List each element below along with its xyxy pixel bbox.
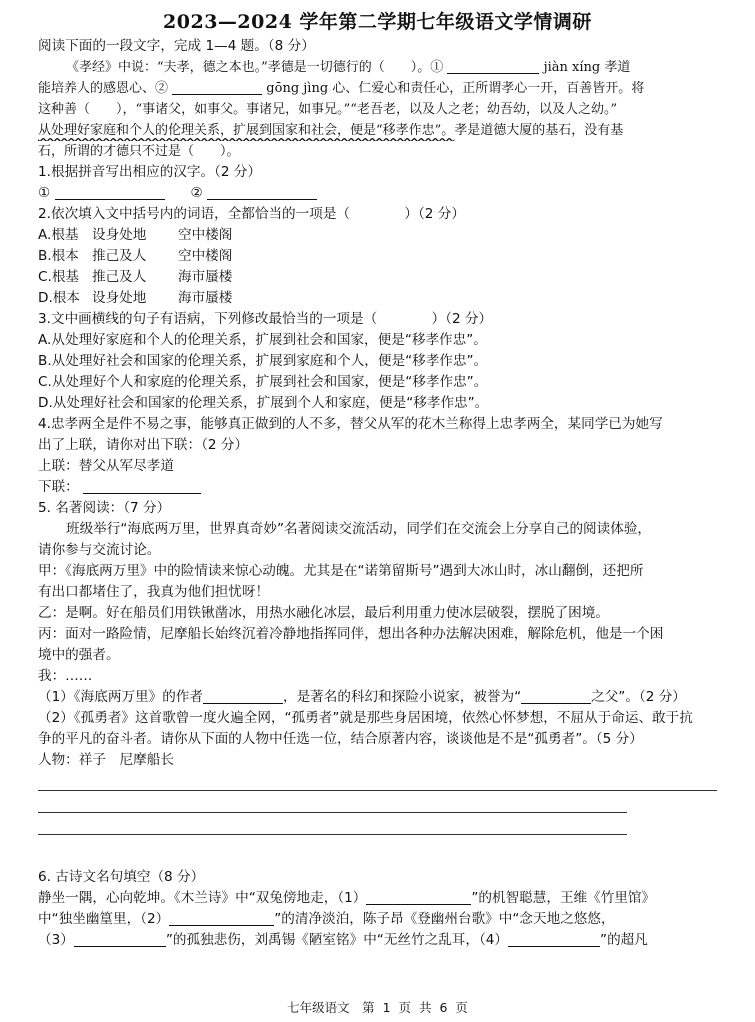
q2-option-c[interactable]: C.根基 推己及人 海市蜃楼 <box>38 269 233 285</box>
q4-prompt-line-1: 4.忠孝两全是件不易之事，能够真正做到的人不多，替父从军的花木兰称得上忠孝两全，某同学已为她写 <box>38 416 663 432</box>
q2-option-b[interactable]: B.根本 推己及人 空中楼阁 <box>38 248 233 264</box>
pinyin-text: jiàn xíng 孝道 <box>543 60 631 75</box>
q6-line-2: 中“独坐幽篁里，（2） ”的清净淡泊，陈子昂《登幽州台歌》中“念天地之悠悠， <box>38 911 615 927</box>
q4-answer[interactable] <box>83 478 201 494</box>
passage-line-5: 石，所谓的才德只不过是（ ）。 <box>38 144 240 159</box>
q1-marker-2: ② <box>190 185 203 201</box>
q6-blank-3[interactable] <box>74 931 166 947</box>
passage-text: 能培养人的感恩心、② <box>38 81 169 96</box>
q5-speaker-bing-line-1: 丙：面对一路险情，尼摩船长始终沉着冷静地指挥同伴，想出各种办法解决困难，解除危机，他是一个困 <box>38 626 664 642</box>
q5-speaker-jia-line-2: 有出口都堵住了，我真为他们担忧呀！ <box>38 584 270 600</box>
blank-2[interactable] <box>172 79 262 95</box>
q3-option-c[interactable]: C.从处理好个人和家庭的伦理关系，扩展到社会和国家，便是“移孝作忠”。 <box>38 374 488 390</box>
q3-option-a[interactable]: A.从处理好家庭和个人的伦理关系，扩展到社会和国家，便是“移孝作忠”。 <box>38 332 487 348</box>
q5-speaker-bing-line-2: 境中的强者。 <box>38 647 120 663</box>
q1-answers <box>38 183 717 204</box>
q5-subquestion-1: （1）《海底两万里》的作者 ，是著名的科幻和探险小说家，被誉为“ 之父”。（2 分） <box>38 689 686 705</box>
q5-people: 人物：祥子 尼摩船长 <box>38 752 174 768</box>
exam-title: 2023—2024 学年第二学期七年级语文学情调研 <box>163 11 592 33</box>
answer-line[interactable] <box>38 811 627 813</box>
passage-line-2 <box>38 78 717 99</box>
q2-prompt: 2.依次填入文中括号内的词语，全都恰当的一项是（ ）（2 分） <box>38 206 465 222</box>
page-footer: 七年级语文 第 1 页 共 6 页 <box>287 1000 468 1015</box>
q3-option-d[interactable]: D.从处理好社会和国家的伦理关系，扩展到个人和家庭，便是“移孝作忠”。 <box>38 395 489 411</box>
q1-prompt: 1.根据拼音写出相应的汉字。（2 分） <box>38 164 262 180</box>
q5-speaker-wo: 我：…… <box>38 668 93 684</box>
underlined-sentence: 从处理好家庭和个人的伦理关系，扩展到国家和社会，便是“移孝作忠”。 <box>38 123 455 138</box>
q3-option-b[interactable]: B.从处理好社会和国家的伦理关系，扩展到家庭和个人，便是“移孝作忠”。 <box>38 353 488 369</box>
q5-title-blank[interactable] <box>521 688 591 704</box>
q6-blank-4[interactable] <box>508 931 600 947</box>
q6-line-1: 静坐一隅，心向乾坤。《木兰诗》中“双兔傍地走，（1） ”的机智聪慧，王维《竹里馆》 <box>38 890 656 906</box>
blank-1[interactable] <box>447 58 539 74</box>
q2-option-a[interactable]: A.根基 设身处地 空中楼阁 <box>38 227 233 243</box>
passage-text: 《孝经》中说：“夫孝，德之本也。”孝德是一切德行的（ ）。① <box>66 60 444 75</box>
q5-subquestion-2-line-1: （2）《孤勇者》这首歌曾一度火遍全网，“孤勇者”就是那些身居困境，依然心怀梦想，不屈从于命运、敢于抗 <box>38 710 693 726</box>
q5-speaker-jia-line-1: 甲：《海底两万里》中的险情读来惊心动魄。尤其是在“诺第留斯号”遇到大冰山时，冰山翻倒，还把所 <box>38 563 644 579</box>
q2-option-d[interactable]: D.根本 设身处地 海市蜃楼 <box>38 290 233 306</box>
q1-answer-1[interactable] <box>55 184 165 200</box>
q5-subquestion-2-line-2: 争的平凡的奋斗者。请你从下面的人物中任选一位，结合原著内容，谈谈他是不是“孤勇者”。（5 分） <box>38 731 643 747</box>
q5-author-blank[interactable] <box>203 688 283 704</box>
q5-speaker-yi: 乙：是啊。好在船员们用铁锹凿冰，用热水融化冰层，最后利用重力使冰层破裂，摆脱了困境。 <box>38 605 609 621</box>
q5-intro-line-1: 班级举行“海底两万里，世界真奇妙”名著阅读交流活动，同学们在交流会上分享自己的阅读体验， <box>66 521 652 537</box>
q4-upper-couplet: 上联：替父从军尽孝道 <box>38 458 174 474</box>
lower-couplet-label: 下联： <box>38 479 79 495</box>
q6-blank-2[interactable] <box>169 910 274 926</box>
q1-marker-1: ① <box>38 185 51 201</box>
answer-line[interactable] <box>38 833 627 835</box>
q6-title: 6. 古诗文名句填空（8 分） <box>38 869 205 885</box>
q4-lower-couplet <box>38 477 717 498</box>
q4-prompt-line-2: 出了上联，请你对出下联：（2 分） <box>38 437 249 453</box>
q3-prompt: 3.文中画横线的句子有语病，下列修改最恰当的一项是（ ）（2 分） <box>38 311 493 327</box>
reading-instruction: 阅读下面的一段文字，完成 1—4 题。（8 分） <box>38 38 315 54</box>
passage-line-3: 这种善（ ），“事诸父，如事父。事诸兄，如事兄。”“老吾老，以及人之老；幼吾幼，以及人之幼。” <box>38 102 618 117</box>
passage-line-1 <box>38 57 717 78</box>
answer-line[interactable] <box>38 789 717 791</box>
q1-answer-2[interactable] <box>207 184 317 200</box>
q6-blank-1[interactable] <box>366 889 471 905</box>
passage-text: 孝是道德大厦的基石，没有基 <box>454 123 624 138</box>
passage-line-4 <box>38 120 717 141</box>
q5-intro-line-2: 请你参与交流讨论。 <box>38 542 161 558</box>
q5-title: 5. 名著阅读：（7 分） <box>38 500 171 516</box>
pinyin-text: gōng jìng 心、仁爱心和责任心，正所谓孝心一开，百善皆开。将 <box>266 81 645 96</box>
q6-line-3: （3） ”的孤独悲伤，刘禹锡《陋室铭》中“无丝竹之乱耳，（4） ”的超凡 <box>38 932 648 948</box>
